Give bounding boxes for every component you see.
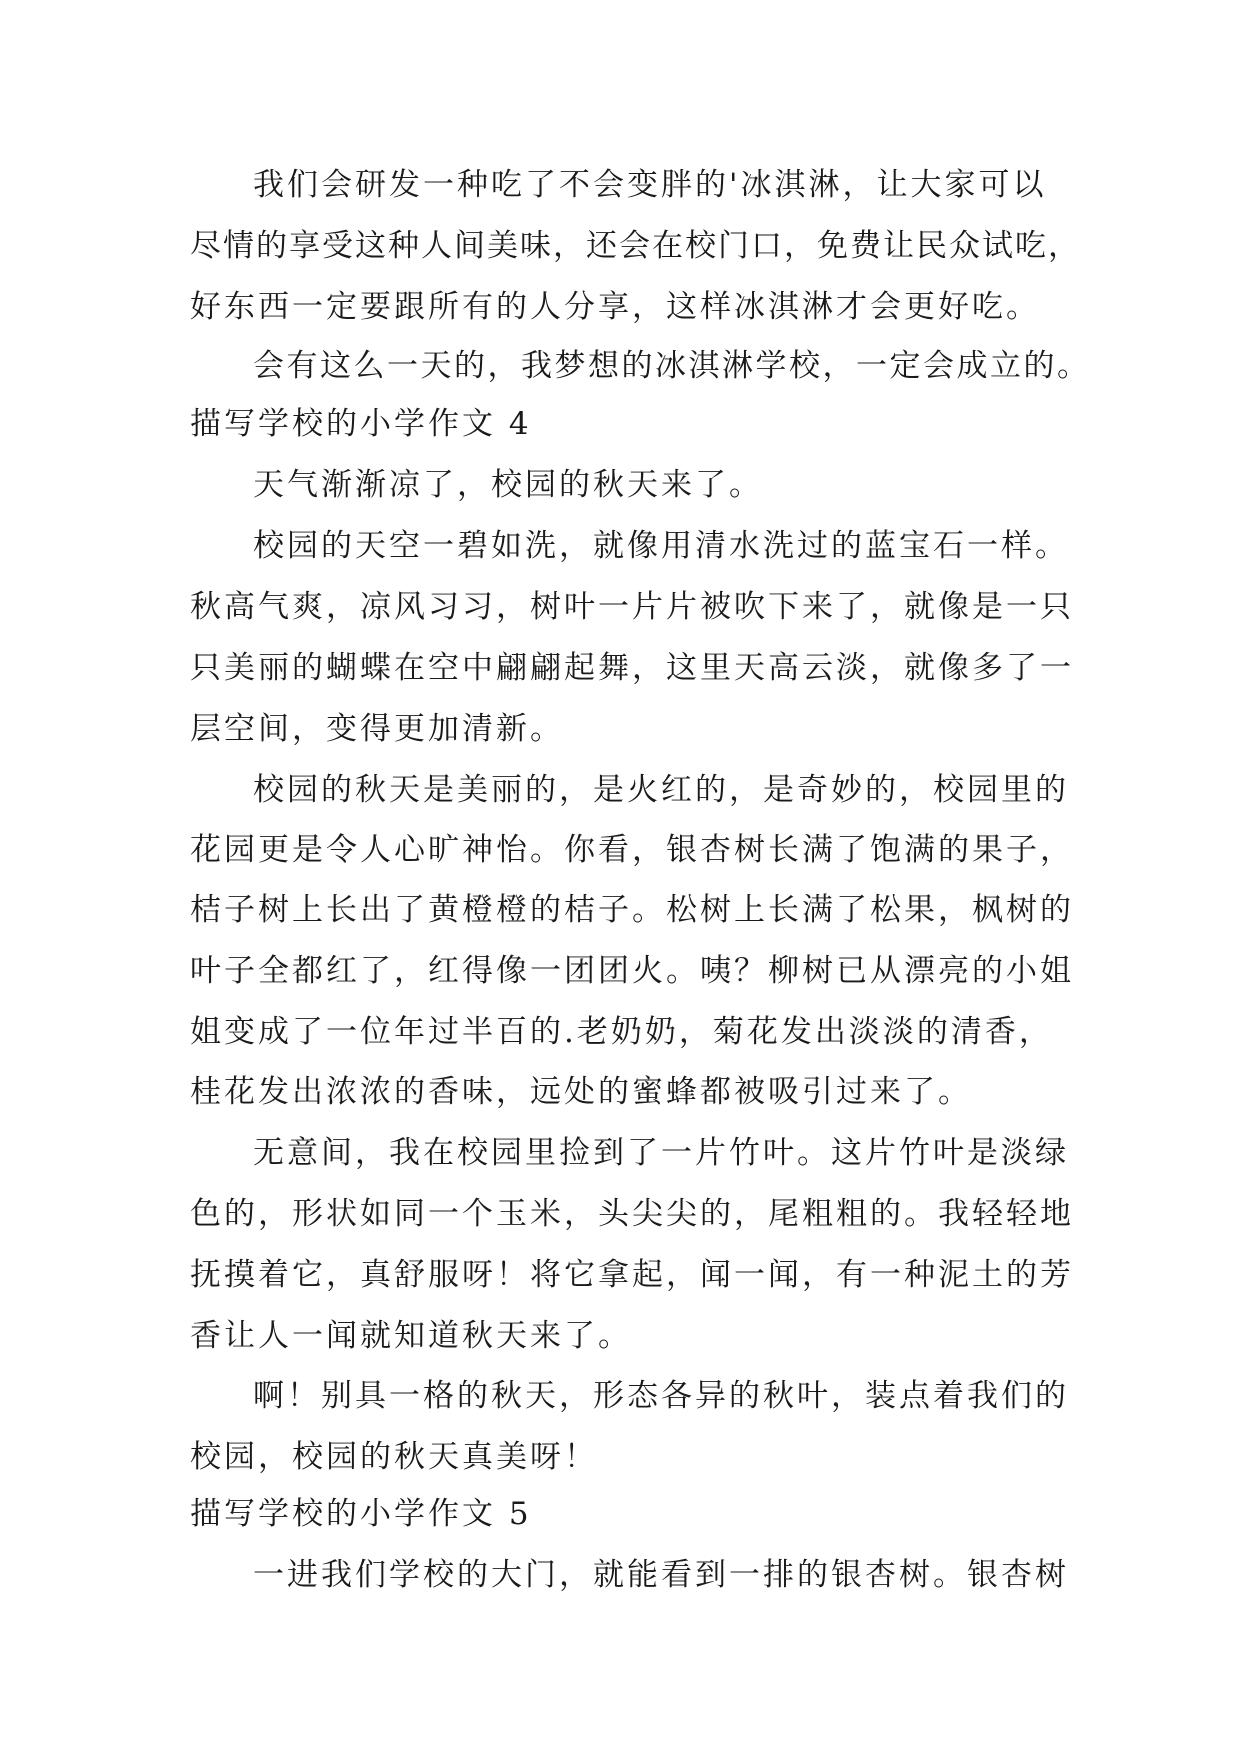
paragraph-line: 校园的秋天是美丽的，是火红的，是奇妙的，校园里的 [253,772,1069,808]
section-heading: 描写学校的小学作文 4 [190,406,532,442]
paragraph-line: 层空间，变得更加清新。 [190,711,564,747]
paragraph-line: 只美丽的蝴蝶在空中翩翩起舞，这里天高云淡，就像多了一 [190,650,1074,686]
paragraph-line: 抚摸着它，真舒服呀！将它拿起，闻一闻，有一种泥土的芳 [190,1257,1074,1293]
paragraph-line: 香让人一闻就知道秋天来了。 [190,1318,632,1354]
paragraph-line: 花园更是令人心旷神怡。你看，银杏树长满了饱满的果子， [190,832,1074,868]
section-heading: 描写学校的小学作文 5 [190,1496,532,1532]
paragraph-line: 色的，形状如同一个玉米，头尖尖的，尾粗粗的。我轻轻地 [190,1196,1074,1232]
paragraph-line: 啊！别具一格的秋天，形态各异的秋叶，装点着我们的 [253,1378,1069,1414]
paragraph-line: 我们会研发一种吃了不会变胖的'冰淇淋，让大家可以 [253,167,1047,203]
paragraph-line: 校园的天空一碧如洗，就像用清水洗过的蓝宝石一样。 [253,528,1069,564]
paragraph-line: 会有这么一天的，我梦想的冰淇淋学校，一定会成立的。 [253,348,1091,384]
paragraph-line: 天气渐渐凉了，校园的秋天来了。 [253,467,763,503]
paragraph-line: 一进我们学校的大门，就能看到一排的银杏树。银杏树 [253,1557,1069,1593]
paragraph-line: 桂花发出浓浓的香味，远处的蜜蜂都被吸引过来了。 [190,1074,972,1110]
paragraph-line: 桔子树上长出了黄橙橙的桔子。松树上长满了松果，枫树的 [190,892,1074,928]
paragraph-line: 好东西一定要跟所有的人分享，这样冰淇淋才会更好吃。 [190,289,1040,325]
paragraph-line: 姐变成了一位年过半百的.老奶奶，菊花发出淡淡的清香， [190,1014,1053,1050]
paragraph-line: 尽情的享受这种人间美味，还会在校门口，免费让民众试吃， [190,228,1081,264]
paragraph-line: 叶子全都红了，红得像一团团火。咦？柳树已从漂亮的小姐 [190,953,1074,989]
paragraph-line: 校园，校园的秋天真美呀！ [190,1439,598,1475]
paragraph-line: 无意间，我在校园里捡到了一片竹叶。这片竹叶是淡绿 [253,1135,1069,1171]
paragraph-line: 秋高气爽，凉风习习，树叶一片片被吹下来了，就像是一只 [190,589,1074,625]
